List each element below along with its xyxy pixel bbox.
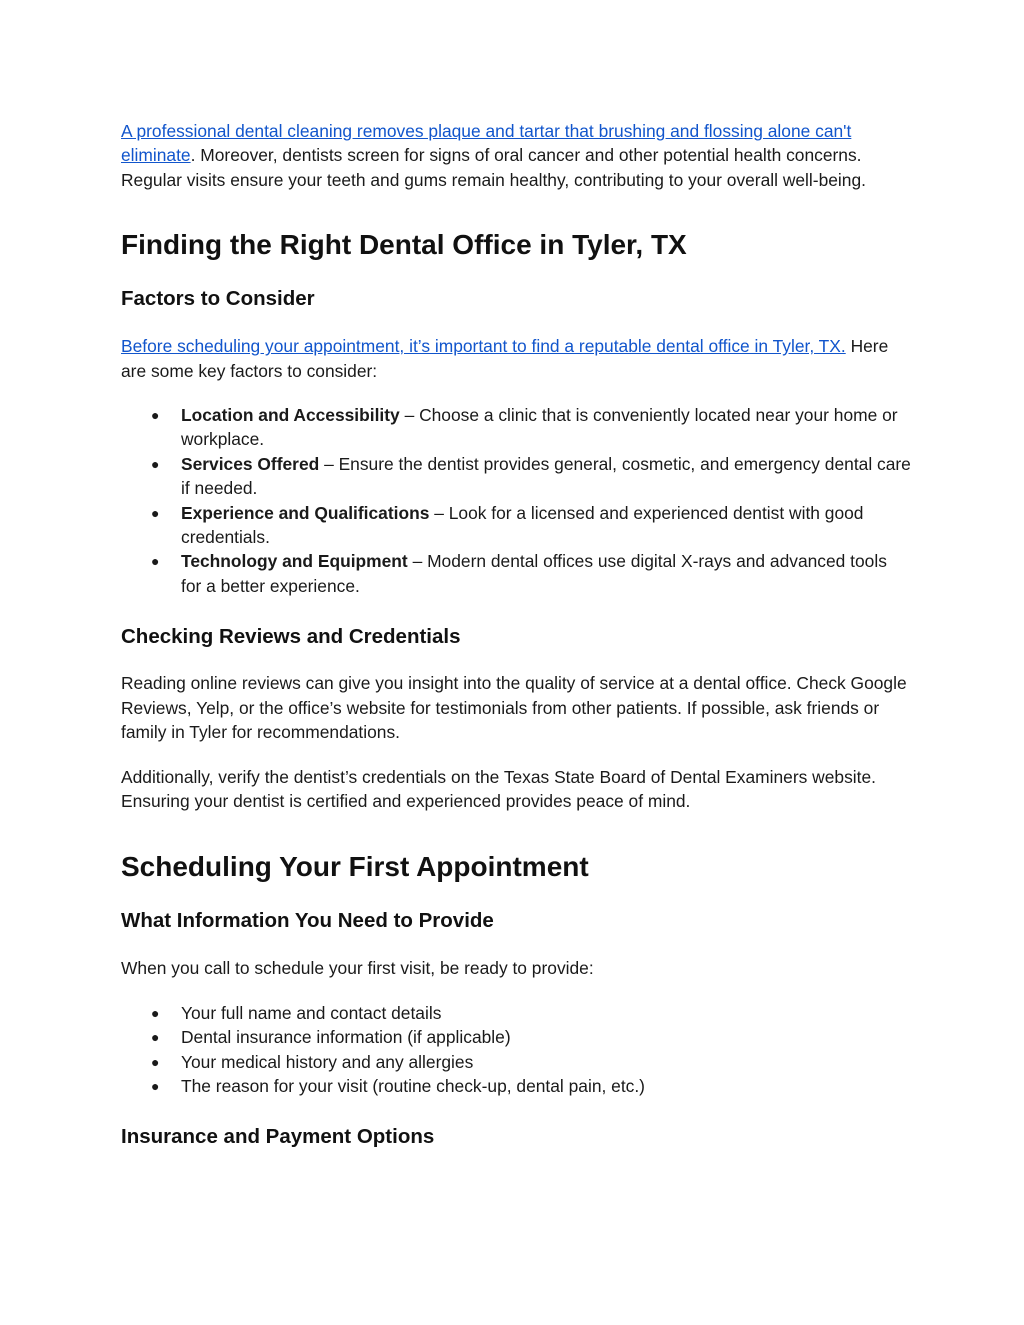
document-page	[121, 119, 911, 1150]
factor-desc: – Modern dental offices use digital X-rays and advanced tools for a better experience.	[181, 551, 887, 596]
list-item	[121, 549, 911, 598]
list-item	[121, 1050, 911, 1074]
info-item-text: Dental insurance information (if applicable)	[181, 1027, 511, 1048]
section-title-scheduling: Scheduling Your First Appointment	[121, 851, 589, 883]
heading-insurance-payment: Insurance and Payment Options	[121, 1125, 435, 1149]
bullet-icon: ●	[151, 553, 160, 570]
bullet-icon: ●	[151, 504, 160, 521]
list-item	[121, 452, 911, 501]
bullet-icon: ●	[151, 407, 160, 424]
factor-desc: – Ensure the dentist provides general, cosmetic, and emergency dental care if needed.	[181, 453, 911, 499]
heading-information-to-provide: What Information You Need to Provide	[121, 909, 494, 933]
bullet-icon: ●	[151, 1053, 160, 1070]
factor-desc: – Look for a licensed and experienced dentist with good credentials.	[181, 502, 864, 548]
list-item	[121, 1074, 911, 1098]
info-item-text: Your full name and contact details	[181, 1002, 442, 1023]
factor-term: Services Offered	[181, 453, 320, 474]
info-item-text: Your medical history and any allergies	[181, 1051, 474, 1072]
list-item	[121, 403, 911, 452]
dental-cleaning-link[interactable]: A professional dental cleaning removes plaque and tartar that brushing and flossing alone can't eliminate	[121, 121, 852, 166]
factor-term: Technology and Equipment	[181, 551, 408, 572]
bullet-icon: ●	[151, 1004, 160, 1021]
list-item	[121, 501, 911, 550]
factor-desc: – Choose a clinic that is conveniently located near your home or workplace.	[181, 405, 898, 450]
reviews-paragraph-2: Additionally, verify the dentist’s credentials on the Texas State Board of Dental Examiners website. Ensuring your dentist is certified and experienced provides peace of mind.	[121, 766, 876, 811]
factors-list	[121, 403, 911, 598]
intro-paragraph	[121, 119, 911, 192]
info-item-text: The reason for your visit (routine check-up, dental pain, etc.)	[181, 1075, 645, 1096]
bullet-icon: ●	[151, 1029, 160, 1046]
factor-term: Location and Accessibility	[181, 405, 400, 426]
heading-factors-to-consider: Factors to Consider	[121, 287, 315, 311]
section-title-finding-office: Finding the Right Dental Office in Tyler, TX	[121, 229, 687, 261]
intro-text: . Moreover, dentists screen for signs of oral cancer and other potential health concerns. Regular visits ensure your teeth and gums remain healthy, contributing to your overall well-being.	[121, 145, 866, 190]
reviews-paragraph-1: Reading online reviews can give you insight into the quality of service at a dental office. Check Google Reviews, Yelp, or the office’s website for testimonials from other patients. If possible, ask friends or family in Tyler for recommendations.	[121, 673, 907, 743]
factor-term: Experience and Qualifications	[181, 502, 430, 523]
heading-checking-reviews: Checking Reviews and Credentials	[121, 625, 461, 649]
list-item	[121, 1001, 911, 1025]
bullet-icon: ●	[151, 455, 160, 472]
info-list	[121, 1001, 911, 1099]
factors-intro-paragraph	[121, 334, 911, 383]
factors-intro-text: Here are some key factors to consider:	[121, 336, 889, 381]
reputable-office-link[interactable]: Before scheduling your appointment, it’s important to find a reputable dental office in Tyler, TX.	[121, 336, 846, 357]
info-lead-paragraph: When you call to schedule your first visit, be ready to provide:	[121, 958, 594, 979]
list-item	[121, 1025, 911, 1049]
bullet-icon: ●	[151, 1077, 160, 1094]
